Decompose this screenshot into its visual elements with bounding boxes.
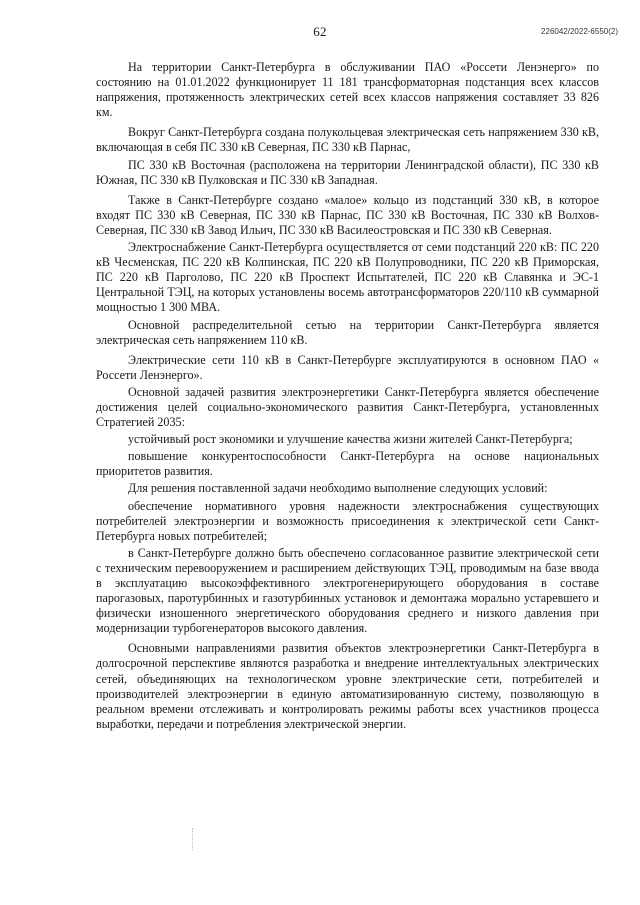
paragraph-goal-competitiveness: повышение конкурентоспособности Санкт-Петербурга на основе национальных приоритетов развития. (96, 449, 599, 479)
paragraph-main-task: Основной задачей развития электроэнергетики Санкт-Петербурга является обеспечение достижения целей социально-экономического развития Санкт-Петербурга, установленных Стратегией 2035: (96, 384, 599, 430)
paragraph-substations-overview: На территории Санкт-Петербурга в обслуживании ПАО «Россети Ленэнерго» по состоянию на 01.01.2022 функционирует 11 181 трансформаторная подстанция всех классов напряжения, протяженность электрических сетей всех классов напряжения составляет 33 826 км. (96, 60, 599, 120)
document-code: 226042/2022-6550(2) (541, 27, 618, 36)
paragraph-110kv-operator: Электрические сети 110 кВ в Санкт-Петербурге эксплуатируются в основном ПАО « Россети Ленэнерго». (96, 352, 599, 382)
paragraph-smart-grid-directions: Основными направлениями развития объектов электроэнергетики Санкт-Петербурга в долгосрочной перспективе являются разработка и внедрение интеллектуальных электрических сетей, объединяющих на технологическом уровне электрические сети, потребителей и производителей электроэнергии в единую автоматизированную систему, позволяющую в реальном времени отслеживать и контролировать режимы работы всех участников процесса выработки, передачи и потребления электрической энергии. (96, 641, 599, 731)
paragraph-110kv-network: Основной распределительной сетью на территории Санкт-Петербурга является электрическая сеть напряжением 110 кВ. (96, 317, 599, 347)
scan-margin-mark (192, 828, 194, 850)
paragraph-semiring-330kv: Вокруг Санкт-Петербурга создана полукольцевая электрическая сеть напряжением 330 кВ, включающая в себя ПС 330 кВ Северная, ПС 330 кВ Парнас, (96, 125, 599, 155)
document-body (96, 60, 599, 734)
paragraph-conditions-intro: Для решения поставленной задачи необходимо выполнение следующих условий: (128, 481, 548, 496)
paragraph-semiring-continued: ПС 330 кВ Восточная (расположена на территории Ленинградской области), ПС 330 кВ Южная, ПС 330 кВ Пулковская и ПС 330 кВ Западная. (96, 157, 599, 187)
paragraph-220kv-supply: Электроснабжение Санкт-Петербурга осуществляется от семи подстанций 220 кВ: ПС 220 кВ Чесменская, ПС 220 кВ Колпинская, ПС 220 кВ Полупроводники, ПС 220 кВ Приморская, ПС 220 кВ Парголово, ПС 220 кВ Проспект Испытателей, ПС 220 кВ Славянка и ЭС-1 Центральной ТЭЦ, на которых установлены восемь автотрансформаторов 220/110 кВ суммарной мощностью 1 300 МВА. (96, 240, 599, 315)
paragraph-condition-chp-modernization: в Санкт-Петербурге должно быть обеспечено согласованное развитие электрической сети с техническим перевооружением и расширением действующих ТЭЦ, проводимым на базе ввода в эксплуатацию высокоэффективного электрогенерирующего оборудования в составе парогазовых, паротурбинных и газотурбинных установок и демонтажа морально устаревшего и физически изношенного энергетического оборудования среднего и низкого давления при модернизации турбогенераторов высокого давления. (96, 545, 599, 636)
paragraph-condition-reliability: обеспечение нормативного уровня надежности электроснабжения существующих потребителей электроэнергии и возможность присоединения к электрической сети Санкт-Петербурга новых потребителей; (96, 498, 599, 543)
page-number: 62 (313, 24, 327, 39)
paragraph-goal-growth: устойчивый рост экономики и улучшение качества жизни жителей Санкт-Петербурга; (128, 432, 573, 447)
paragraph-small-ring-330kv: Также в Санкт-Петербурге создано «малое» кольцо из подстанций 330 кВ, в которое входят ПС 330 кВ Северная, ПС 330 кВ Парнас, ПС 330 кВ Восточная, ПС 330 кВ Волхов-Северная, ПС 330 кВ Завод Ильич, ПС 330 кВ Василеостровская и ПС 330 кВ Северная. (96, 192, 599, 237)
